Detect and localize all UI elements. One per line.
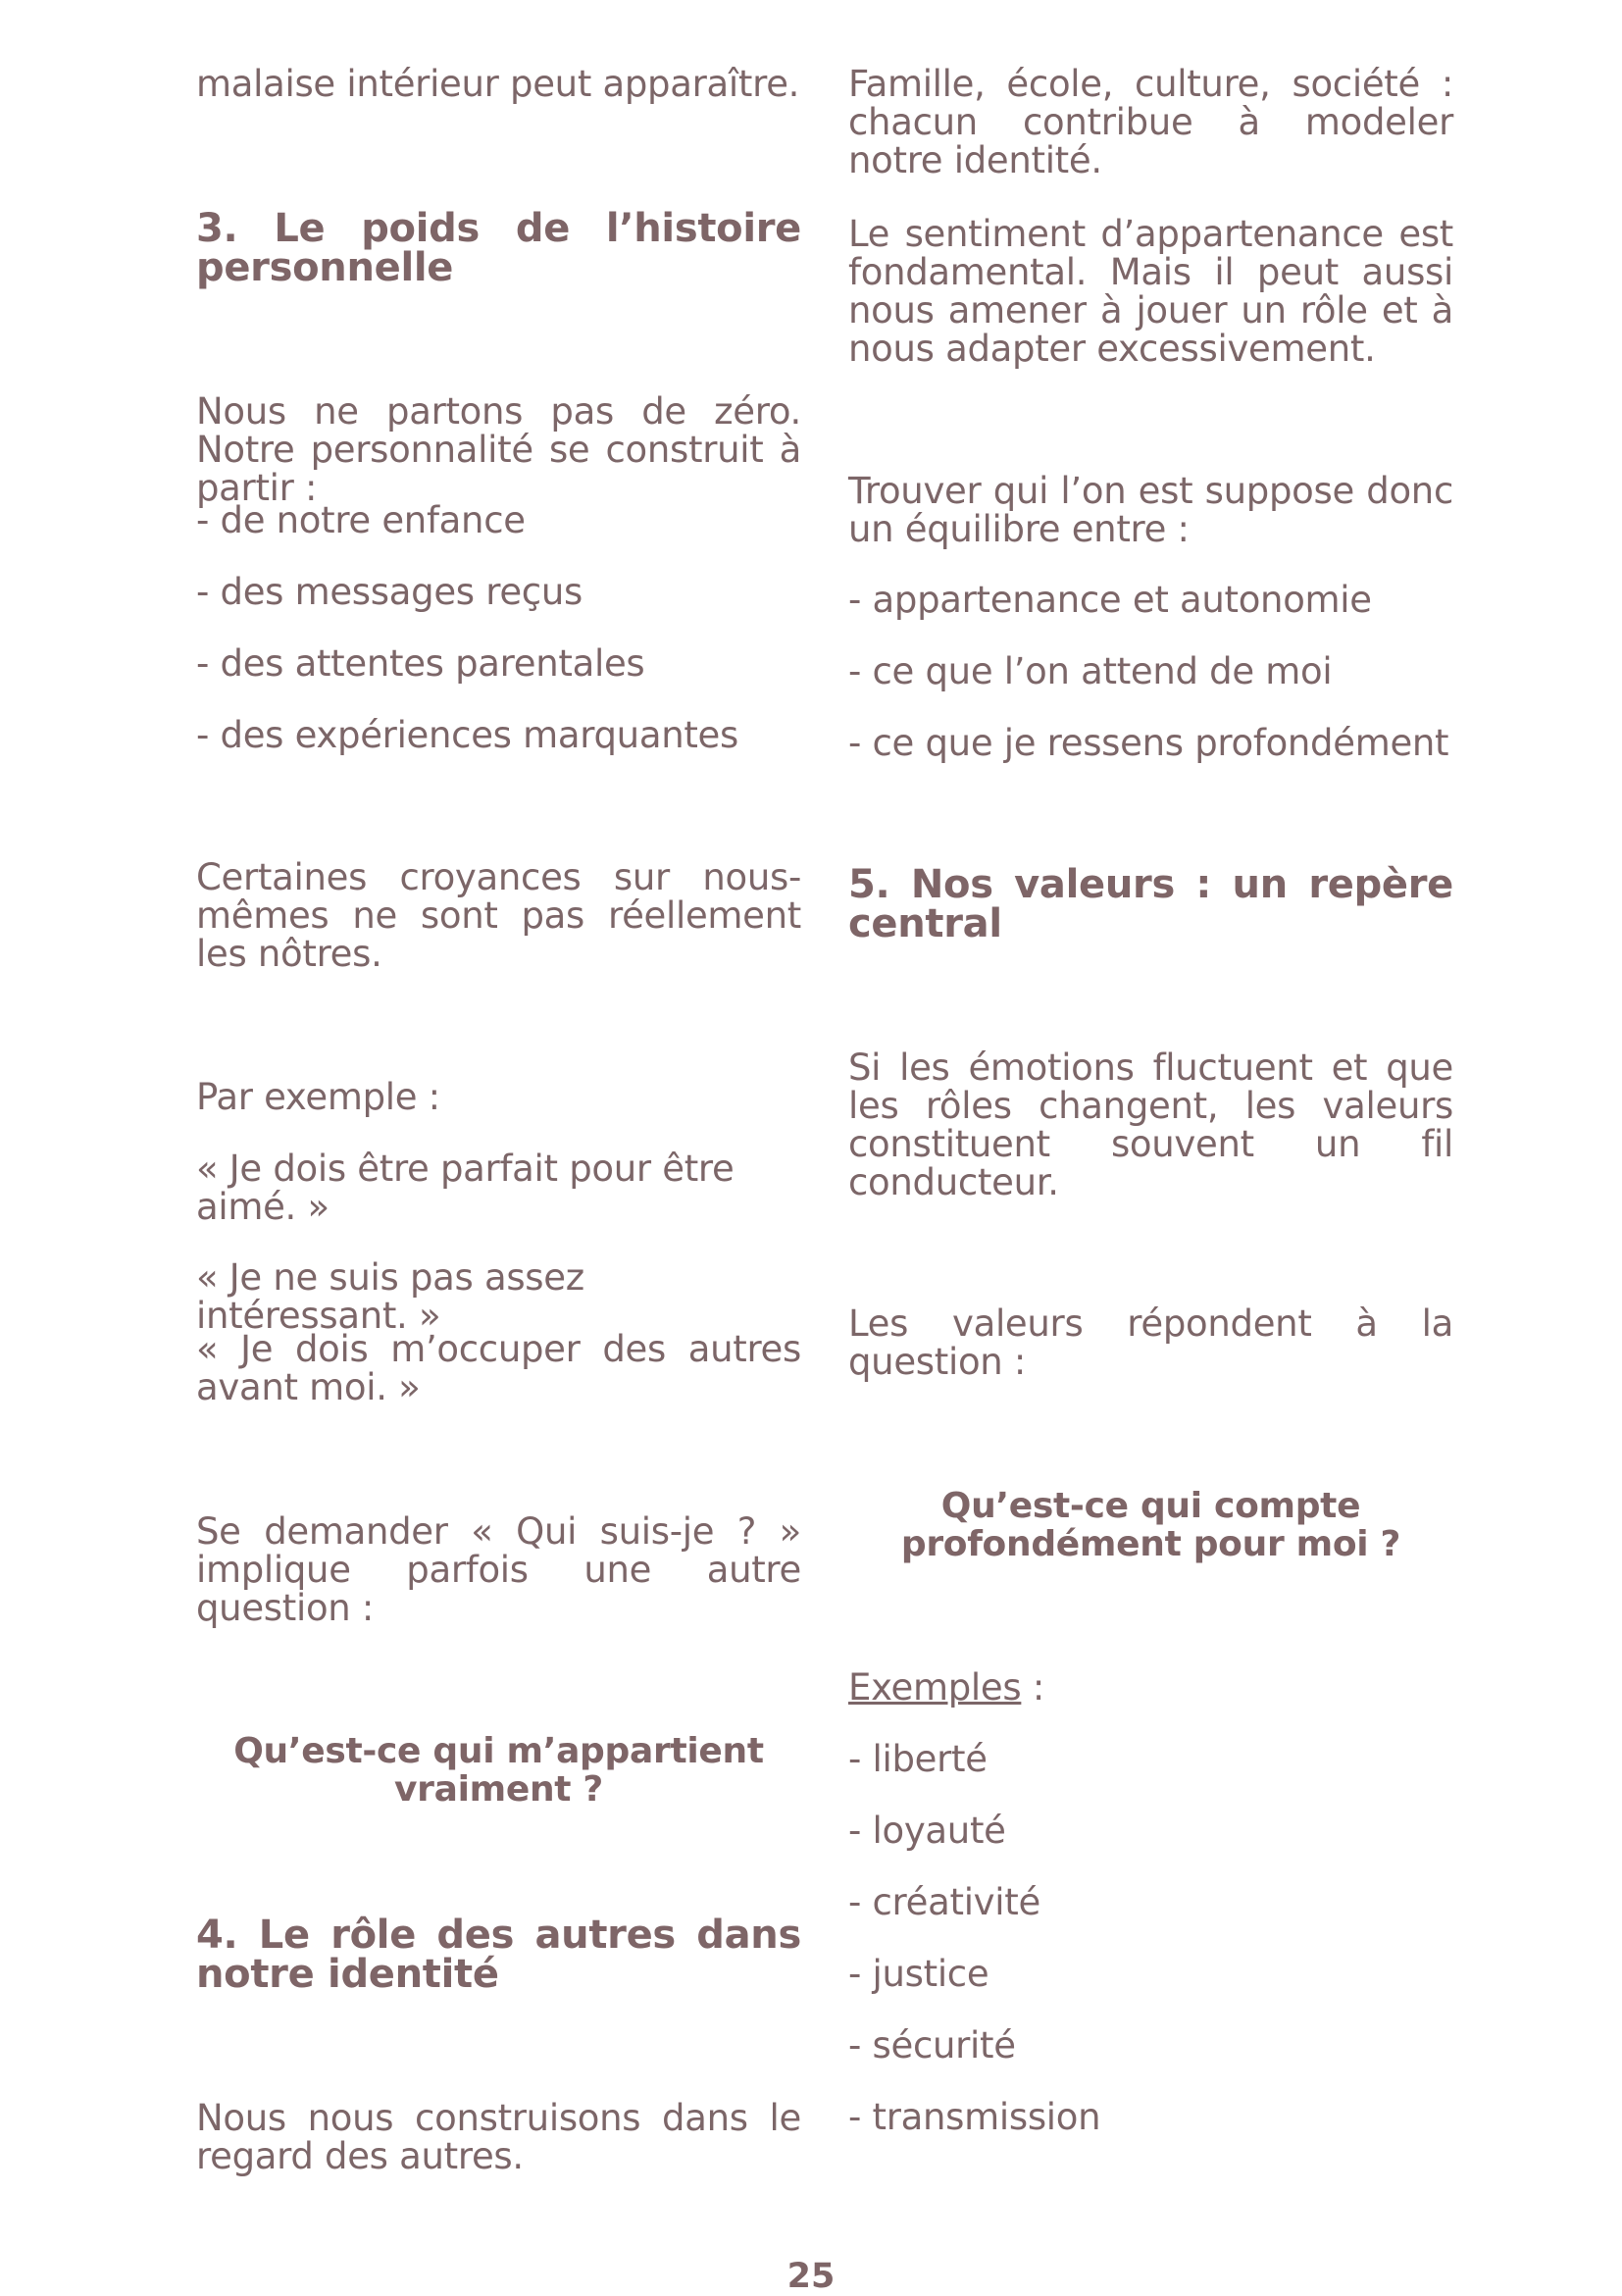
paragraph-famille: Famille, école, culture, société : chacun contribue à modeler notre identité.: [848, 63, 1453, 181]
paragraph-equilibre: Trouver qui l’on est suppose donc un équilibre entre :: [848, 470, 1453, 550]
list-item: - sécurité: [848, 2024, 1016, 2066]
paragraph-valeurs: Les valeurs répondent à la question :: [848, 1302, 1453, 1383]
exemples-suffix: :: [1021, 1666, 1044, 1709]
list-item: - justice: [848, 1953, 989, 1995]
list-item: - des messages reçus: [196, 571, 583, 613]
paragraph-intro: Nous ne partons pas de zéro. Notre personnalité se construit à partir :: [196, 390, 801, 509]
paragraph-question: Se demander « Qui suis-je ? » implique parfois une autre question :: [196, 1510, 801, 1629]
list-item: - de notre enfance: [196, 499, 526, 541]
list-item: - ce que l’on attend de moi: [848, 650, 1333, 692]
list-item: - liberté: [848, 1738, 988, 1780]
list-item: - des expériences marquantes: [196, 714, 738, 756]
paragraph-sentiment: Le sentiment d’appartenance est fondamental. Mais il peut aussi nous amener à jouer un rôle et à nous adapter excessivement.: [848, 213, 1453, 370]
section-5-heading: 5. Nos valeurs : un repère central: [848, 862, 1453, 946]
quote: « Je dois être parfait pour être aimé. »: [196, 1148, 735, 1228]
quote: « Je dois m’occuper des autres avant moi. »: [196, 1328, 801, 1408]
paragraph-regard: Nous nous construisons dans le regard des autres.: [196, 2097, 801, 2177]
list-item: - loyauté: [848, 1810, 1006, 1852]
bold-question: Qu’est-ce qui m’appartient vraiment ?: [233, 1731, 764, 1810]
page-number: 25: [786, 2257, 836, 2296]
section-3-heading: 3. Le poids de l’histoire personnelle: [196, 206, 801, 290]
section-4-heading: 4. Le rôle des autres dans notre identité: [196, 1913, 801, 1997]
bold-question: Qu’est-ce qui compte profondément pour moi ?: [900, 1486, 1401, 1564]
paragraph-continuation: malaise intérieur peut apparaître.: [196, 63, 800, 105]
list-item: - ce que je ressens profondément: [848, 722, 1449, 764]
list-item: - des attentes parentales: [196, 642, 645, 685]
quote: « Je ne suis pas assez intéressant. »: [196, 1256, 584, 1337]
paragraph-emotions: Si les émotions fluctuent et que les rôles changent, les valeurs constituent souvent un fil conducteur.: [848, 1046, 1453, 1203]
paragraph-exemple: Par exemple :: [196, 1076, 440, 1118]
list-item: - transmission: [848, 2096, 1101, 2138]
exemples-heading: [848, 1668, 1453, 1707]
exemples-label: Exemples: [848, 1666, 1022, 1709]
paragraph-croyances: Certaines croyances sur nous-mêmes ne sont pas réellement les nôtres.: [196, 856, 801, 975]
list-item: - créativité: [848, 1881, 1040, 1923]
list-item: - appartenance et autonomie: [848, 579, 1372, 621]
